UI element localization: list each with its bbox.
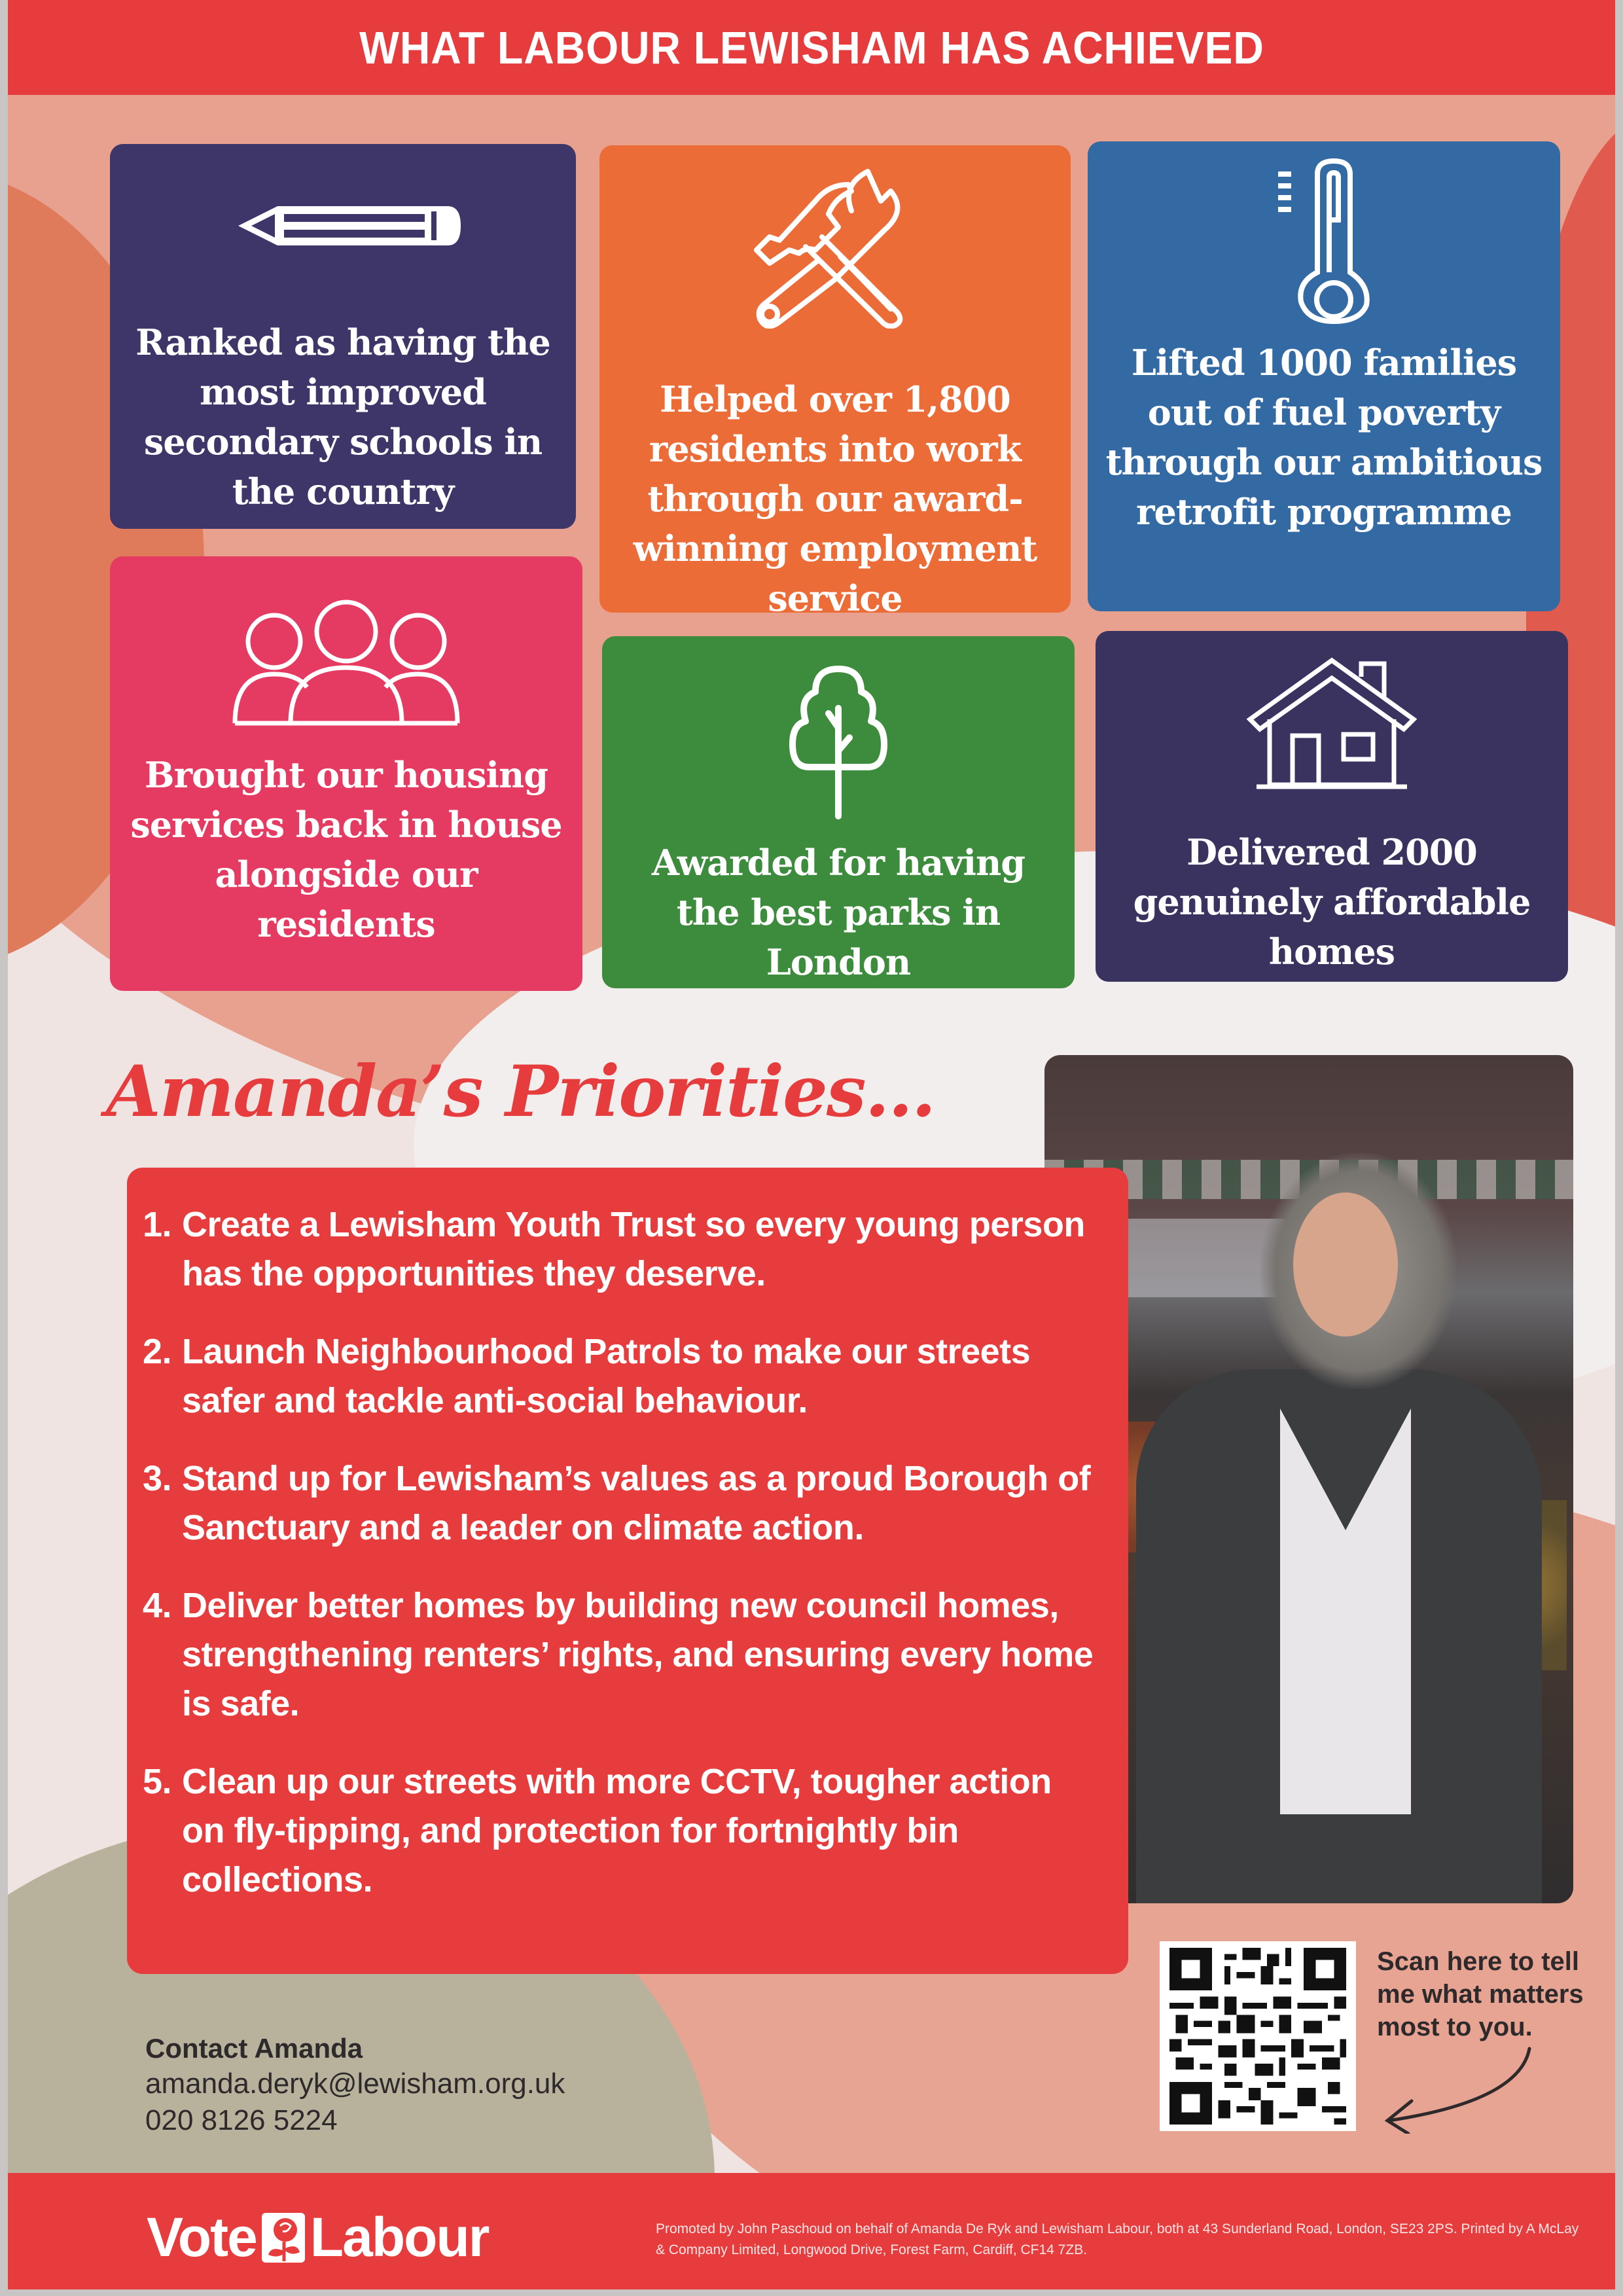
labour-rose-icon: [260, 2212, 306, 2264]
footer-bar: [8, 2173, 1615, 2289]
priority-item: [143, 1454, 1102, 1552]
priority-item: [143, 1327, 1102, 1426]
achievement-tile-parks: [602, 636, 1075, 988]
leaflet-page: [8, 0, 1615, 2289]
priorities-list: [127, 1168, 1128, 1974]
hammer-wrench-icon: [743, 165, 927, 329]
priority-number: 1.: [143, 1205, 172, 1244]
priority-item: [143, 1200, 1102, 1299]
priority-text: Create a Lewisham Youth Trust so every young person has the opportunities they deserve.: [182, 1205, 1085, 1293]
priority-text: Launch Neighbourhood Patrols to make our streets safer and tackle anti-social behaviour.: [182, 1332, 1031, 1420]
achievement-text: Helped over 1,800 residents into work through our award-winning employment service: [633, 378, 1037, 619]
house-icon: [1247, 657, 1417, 795]
tree-icon: [789, 662, 887, 819]
contact-phone[interactable]: 020 8126 5224: [145, 2104, 338, 2136]
priority-text: Stand up for Lewisham’s values as a proud Borough of Sanctuary and a leader on climate action.: [182, 1459, 1091, 1547]
contact-email[interactable]: amanda.deryk@lewisham.org.uk: [145, 2068, 565, 2100]
vote-labour-logo: [147, 2206, 488, 2269]
priority-number: 5.: [143, 1762, 172, 1801]
priorities-heading: Amanda’s Priorities...: [106, 1050, 935, 1133]
page-title: WHAT LABOUR LEWISHAM HAS ACHIEVED: [359, 22, 1264, 73]
achievement-tile-affordable-homes: [1096, 631, 1568, 982]
contact-heading: Contact Amanda: [145, 2033, 363, 2064]
logo-vote-text: Vote: [147, 2206, 257, 2268]
achievement-text: Brought our housing services back in house alongside our residents: [130, 754, 562, 945]
priority-number: 4.: [143, 1586, 172, 1625]
achievement-tile-fuel-poverty: [1088, 141, 1560, 611]
qr-code-icon: [1166, 1948, 1349, 2125]
pencil-icon: [219, 200, 467, 252]
imprint-text: Promoted by John Paschoud on behalf of Amanda De Ryk and Lewisham Labour, both at 43 Sunderland Road, London, SE23 2PS. Printed by A McLay & Company Limited, Longwood Drive, Forest Farm, Cardiff, CF14 7ZB.: [656, 2221, 1579, 2257]
contact-block: [145, 2032, 565, 2139]
qr-code[interactable]: [1160, 1941, 1356, 2131]
candidate-face: [1293, 1193, 1398, 1336]
achievement-text: Delivered 2000 genuinely affordable homes: [1133, 831, 1531, 973]
priority-text: Deliver better homes by building new council homes, strengthening renters’ rights, and ensuring every home is safe.: [182, 1586, 1094, 1723]
logo-labour-text: Labour: [310, 2206, 489, 2268]
priority-item: [143, 1581, 1102, 1729]
achievement-text: Lifted 1000 families out of fuel poverty through our ambitious retrofit programme: [1105, 342, 1543, 533]
achievement-tile-employment: [599, 145, 1071, 619]
header-bar: [8, 0, 1615, 95]
people-group-icon: [228, 596, 464, 726]
achievement-text: Ranked as having the most improved secondary schools in the country: [135, 321, 550, 512]
curved-arrow-icon: [1376, 2042, 1546, 2134]
priority-number: 2.: [143, 1332, 172, 1371]
achievement-text: Awarded for having the best parks in London: [652, 842, 1025, 983]
priority-text: Clean up our streets with more CCTV, tougher action on fly-tipping, and protection for fortnightly bin collections.: [182, 1762, 1052, 1899]
priority-number: 3.: [143, 1459, 172, 1498]
priority-item: [143, 1757, 1102, 1905]
qr-caption: Scan here to tell me what matters most to you.: [1377, 1947, 1584, 2041]
achievement-tile-housing-services: [110, 556, 582, 991]
thermometer-icon: [1272, 154, 1376, 325]
achievement-tile-schools: [110, 144, 576, 529]
